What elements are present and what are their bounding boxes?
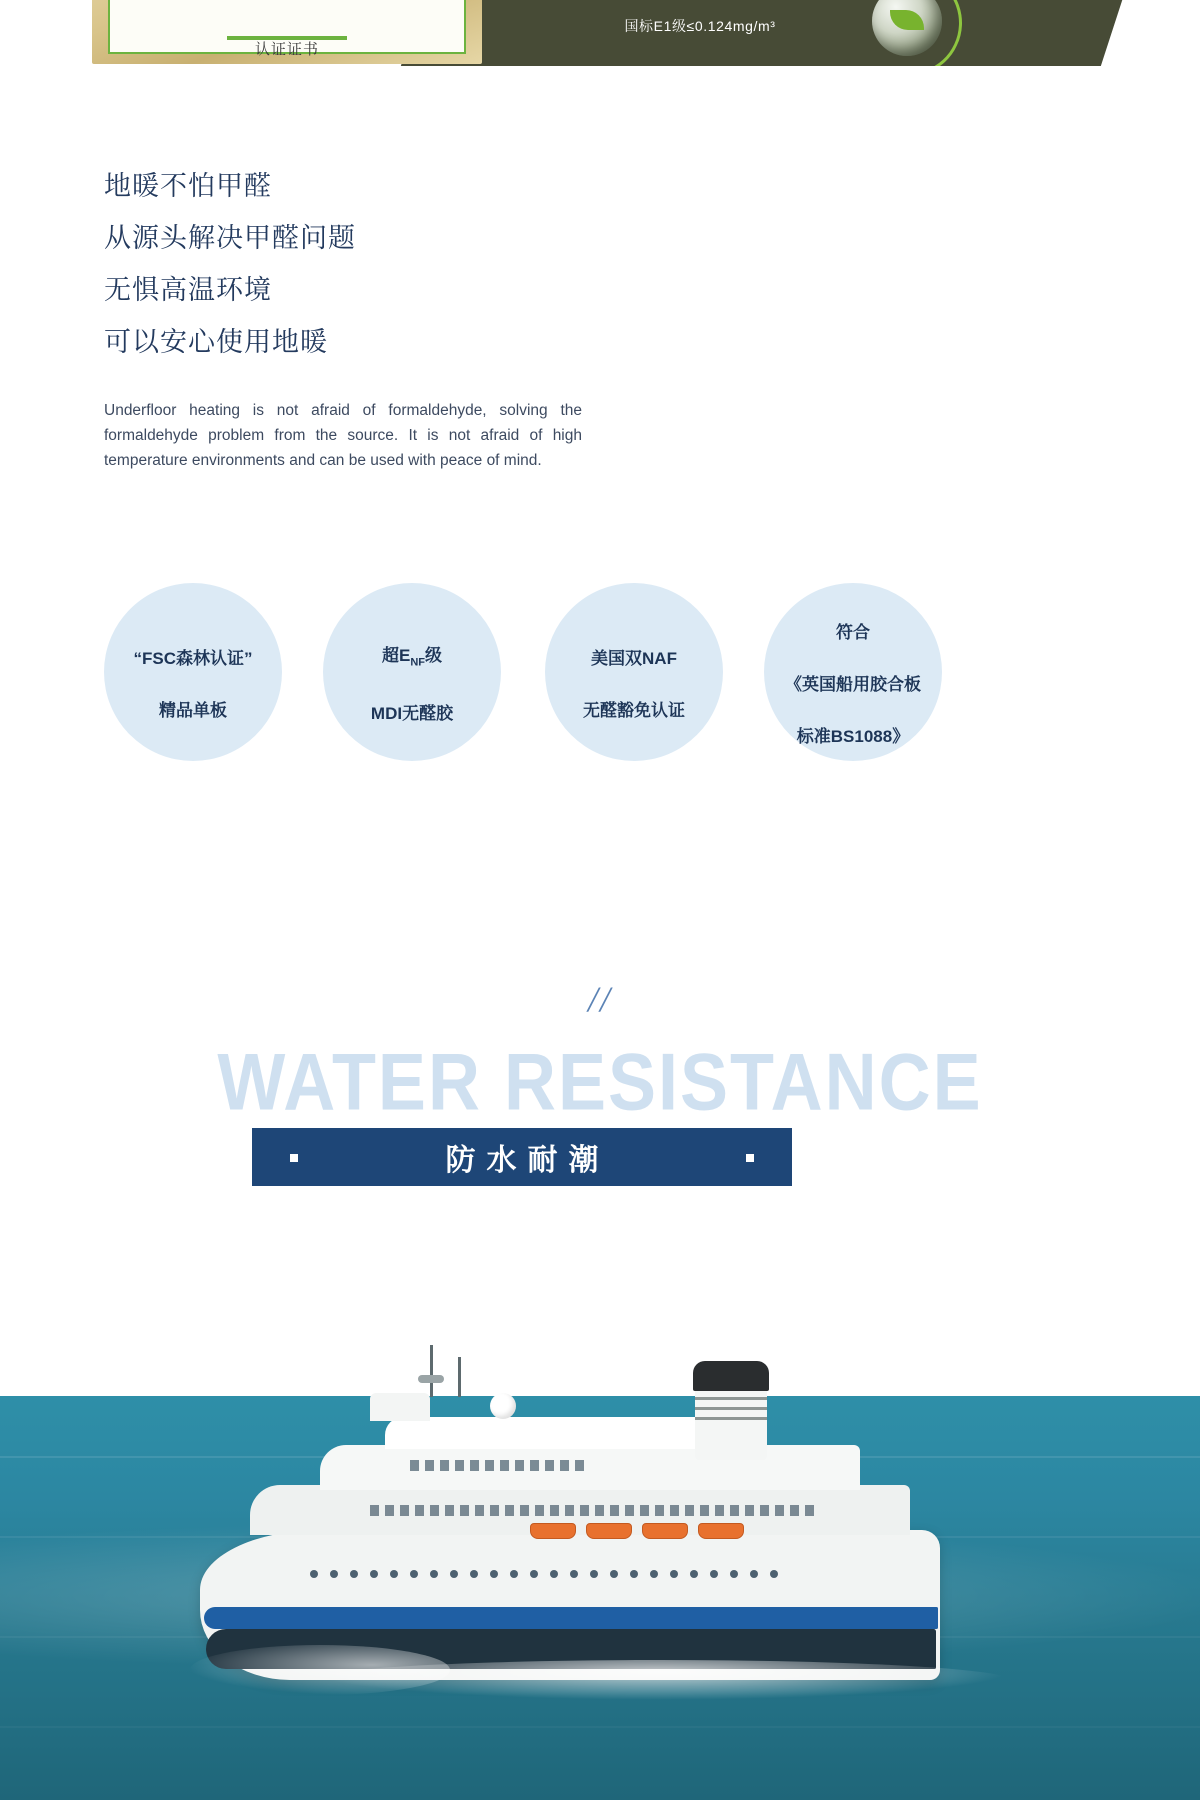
ship-window: [530, 1460, 539, 1471]
certification-badges: [104, 583, 1064, 763]
certification-badge-mdi-text: [361, 617, 463, 727]
ship-window: [470, 1460, 479, 1471]
ship-window: [745, 1505, 754, 1516]
cert-mdi-line1: 超E: [381, 645, 411, 665]
ship-window: [505, 1505, 514, 1516]
section-chinese-title: 防水耐潮: [445, 1144, 610, 1177]
ship-porthole: [550, 1570, 558, 1578]
ship-window: [370, 1505, 379, 1516]
ship-bridge: [370, 1393, 430, 1421]
ship-bow-wake: [190, 1645, 450, 1695]
bar-dot-left-icon: [290, 1154, 298, 1162]
cert-mdi-line1-tail: 级: [425, 645, 442, 665]
ship-porthole: [650, 1570, 658, 1578]
ship-porthole: [390, 1570, 398, 1578]
ship-porthole: [490, 1570, 498, 1578]
ship-window: [640, 1505, 649, 1516]
ship-porthole: [670, 1570, 678, 1578]
ship-window: [700, 1505, 709, 1516]
ship-porthole: [750, 1570, 758, 1578]
ship-window: [385, 1505, 394, 1516]
cert-mdi-subscript: NF: [410, 656, 425, 669]
ship-window: [685, 1505, 694, 1516]
ship-window: [655, 1505, 664, 1516]
ship-porthole: [630, 1570, 638, 1578]
ship-window: [805, 1505, 814, 1516]
ship-window-row: [370, 1505, 814, 1516]
ship-window: [455, 1460, 464, 1471]
ship-radar-icon: [418, 1375, 444, 1383]
ship-window: [790, 1505, 799, 1516]
ship-porthole: [590, 1570, 598, 1578]
ship-window: [565, 1505, 574, 1516]
ship-window: [410, 1460, 419, 1471]
ship-mast-secondary: [458, 1357, 461, 1397]
ship-funnel-stripe: [695, 1407, 767, 1410]
ship-window: [475, 1505, 484, 1516]
ship-radar-dome: [490, 1393, 516, 1419]
ship-lifeboat: [530, 1523, 576, 1539]
ship-window: [550, 1505, 559, 1516]
english-subcopy: Underfloor heating is not afraid of formaldehyde, solving the formaldehyde problem from the source. It is not afraid of high temperature environments and can be used with peace of mind.: [104, 402, 582, 469]
ship-funnel-stripe: [695, 1417, 767, 1420]
ship-window: [425, 1460, 434, 1471]
ship-window: [670, 1505, 679, 1516]
standard-text: 国标E1级≤0.124mg/m³: [624, 18, 776, 34]
cert-bs-line1: 符合: [836, 623, 870, 642]
certificate-card: [92, 0, 482, 64]
certification-badge-mdi: [323, 583, 501, 761]
ship-window: [430, 1505, 439, 1516]
headline-line-4: 可以安心使用地暖: [104, 327, 328, 357]
ship-window: [500, 1460, 509, 1471]
certification-badge-fsc-text: [124, 620, 263, 724]
headline-block: [104, 160, 744, 368]
section-chinese-title-bar: [252, 1128, 792, 1186]
ship-lifeboat: [642, 1523, 688, 1539]
ship-porthole: [450, 1570, 458, 1578]
cruise-ship-illustration: [190, 1345, 950, 1800]
cert-bs-line3: 标准BS1088》: [796, 727, 910, 746]
cert-fsc-line2: 精品单板: [159, 701, 227, 720]
top-banner: [0, 0, 1200, 66]
ship-lifeboat: [698, 1523, 744, 1539]
cert-bs-line2: 《英国船用胶合板: [785, 675, 921, 694]
certificate-card-label: 认证证书: [254, 41, 319, 58]
ship-window: [535, 1505, 544, 1516]
ship-porthole: [470, 1570, 478, 1578]
ship-porthole: [710, 1570, 718, 1578]
ship-window: [625, 1505, 634, 1516]
headline-line-2: 从源头解决甲醛问题: [104, 223, 356, 253]
bar-dot-right-icon: [746, 1154, 754, 1162]
ship-funnel-stripe: [695, 1397, 767, 1400]
ship-window: [610, 1505, 619, 1516]
ship-hull-blue-stripe: [204, 1607, 938, 1629]
ship-deck-upper: [385, 1417, 715, 1449]
ship-window: [730, 1505, 739, 1516]
ship-window-row: [410, 1460, 584, 1471]
ship-porthole: [610, 1570, 618, 1578]
ship-mast: [430, 1345, 433, 1397]
ship-porthole: [510, 1570, 518, 1578]
ship-porthole: [350, 1570, 358, 1578]
cert-mdi-line2: MDI无醛胶: [370, 704, 454, 724]
ship-window: [545, 1460, 554, 1471]
certification-badge-bs1088-text: [775, 594, 931, 750]
section-slash-decoration: //: [587, 979, 612, 1019]
cert-naf-line1: 美国双NAF: [591, 649, 677, 668]
ship-window: [440, 1460, 449, 1471]
ship-window: [560, 1460, 569, 1471]
ship-porthole: [690, 1570, 698, 1578]
ship-porthole: [410, 1570, 418, 1578]
ship-window: [400, 1505, 409, 1516]
ship-window: [415, 1505, 424, 1516]
ship-porthole: [430, 1570, 438, 1578]
cert-fsc-line1: “FSC森林认证”: [133, 649, 253, 668]
ship-window: [575, 1460, 584, 1471]
ship-porthole: [310, 1570, 318, 1578]
ship-porthole: [530, 1570, 538, 1578]
ship-porthole: [330, 1570, 338, 1578]
ship-window: [715, 1505, 724, 1516]
ship-window: [760, 1505, 769, 1516]
ship-funnel-cap: [693, 1361, 769, 1391]
certification-badge-bs1088: [764, 583, 942, 761]
certification-badge-naf-text: [573, 620, 695, 724]
certification-badge-naf: [545, 583, 723, 761]
section-english-title: WATER RESISTANCE: [217, 1037, 983, 1128]
ship-window: [485, 1460, 494, 1471]
ship-porthole-row: [310, 1570, 778, 1578]
ship-window: [515, 1460, 524, 1471]
ship-porthole: [770, 1570, 778, 1578]
ship-window: [595, 1505, 604, 1516]
ship-lifeboat: [586, 1523, 632, 1539]
certification-badge-fsc: [104, 583, 282, 761]
ship-window: [775, 1505, 784, 1516]
cert-naf-line2: 无醛豁免认证: [583, 701, 685, 720]
ship-porthole: [730, 1570, 738, 1578]
ship-window: [460, 1505, 469, 1516]
headline-line-1: 地暖不怕甲醛: [104, 171, 272, 201]
leaf-shape-icon: [890, 10, 924, 30]
ship-window: [520, 1505, 529, 1516]
headline-line-3: 无惧高温环境: [104, 275, 272, 305]
ship-window: [445, 1505, 454, 1516]
ship-window: [490, 1505, 499, 1516]
ship-deck-middle: [320, 1445, 860, 1490]
ship-window: [580, 1505, 589, 1516]
ship-porthole: [570, 1570, 578, 1578]
ship-porthole: [370, 1570, 378, 1578]
